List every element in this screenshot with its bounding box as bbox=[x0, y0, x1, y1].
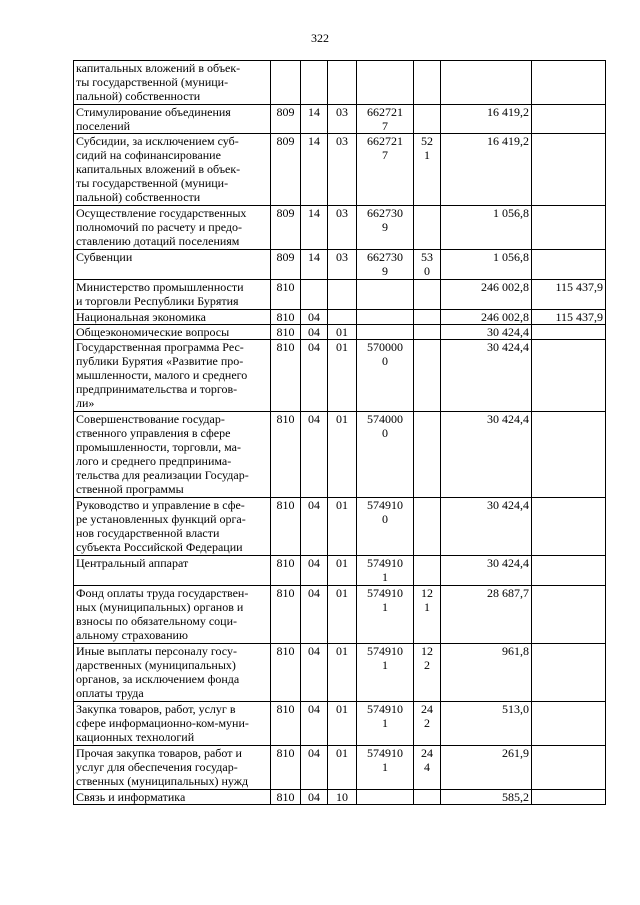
subsection-code-cell: 01 bbox=[328, 498, 357, 556]
table-row bbox=[74, 310, 606, 325]
subsection-code-cell: 03 bbox=[328, 134, 357, 206]
target-article-cell bbox=[357, 61, 414, 105]
row-name-cell: Государственная программа Рес- публики Бурятия «Развитие про- мышленности, малого и среднего предпринимательства и торгов- ли» bbox=[74, 340, 271, 412]
target-article-cell: 574910 1 bbox=[357, 746, 414, 790]
section-code-cell: 04 bbox=[301, 325, 328, 340]
subsection-code-cell: 03 bbox=[328, 206, 357, 250]
subsection-code-cell bbox=[328, 61, 357, 105]
amount-2-cell bbox=[532, 325, 606, 340]
row-name-cell: Фонд оплаты труда государствен- ных (муниципальных) органов и взносы по обязательному соци- альному страхованию bbox=[74, 586, 271, 644]
amount-1-cell bbox=[441, 61, 532, 105]
amount-1-cell: 28 687,7 bbox=[441, 586, 532, 644]
amount-2-cell bbox=[532, 790, 606, 805]
amount-1-cell: 246 002,8 bbox=[441, 310, 532, 325]
table-row bbox=[74, 556, 606, 586]
subsection-code-cell: 01 bbox=[328, 325, 357, 340]
table-row bbox=[74, 105, 606, 134]
table-row bbox=[74, 746, 606, 790]
amount-1-cell: 1 056,8 bbox=[441, 206, 532, 250]
amount-1-cell: 30 424,4 bbox=[441, 412, 532, 498]
expense-type-cell bbox=[414, 498, 441, 556]
row-name-cell: Национальная экономика bbox=[74, 310, 271, 325]
expense-type-cell: 53 0 bbox=[414, 250, 441, 280]
ministry-code-cell bbox=[271, 61, 301, 105]
amount-1-cell: 246 002,8 bbox=[441, 280, 532, 310]
section-code-cell: 04 bbox=[301, 340, 328, 412]
row-name-cell: Общеэкономические вопросы bbox=[74, 325, 271, 340]
section-code-cell: 14 bbox=[301, 206, 328, 250]
table-row bbox=[74, 325, 606, 340]
table-row bbox=[74, 250, 606, 280]
ministry-code-cell: 810 bbox=[271, 556, 301, 586]
ministry-code-cell: 809 bbox=[271, 206, 301, 250]
ministry-code-cell: 810 bbox=[271, 702, 301, 746]
amount-2-cell bbox=[532, 586, 606, 644]
target-article-cell: 574910 1 bbox=[357, 644, 414, 702]
amount-1-cell: 585,2 bbox=[441, 790, 532, 805]
amount-2-cell bbox=[532, 206, 606, 250]
amount-1-cell: 30 424,4 bbox=[441, 325, 532, 340]
table-row bbox=[74, 644, 606, 702]
subsection-code-cell: 10 bbox=[328, 790, 357, 805]
amount-2-cell: 115 437,9 bbox=[532, 310, 606, 325]
row-name-cell: Закупка товаров, работ, услуг в сфере информационно-ком-муни- кационных технологий bbox=[74, 702, 271, 746]
subsection-code-cell: 01 bbox=[328, 746, 357, 790]
target-article-cell: 574000 0 bbox=[357, 412, 414, 498]
ministry-code-cell: 810 bbox=[271, 586, 301, 644]
amount-2-cell bbox=[532, 340, 606, 412]
amount-2-cell bbox=[532, 498, 606, 556]
table-row bbox=[74, 412, 606, 498]
table-row bbox=[74, 340, 606, 412]
subsection-code-cell: 01 bbox=[328, 340, 357, 412]
target-article-cell: 662721 7 bbox=[357, 105, 414, 134]
ministry-code-cell: 810 bbox=[271, 325, 301, 340]
section-code-cell: 04 bbox=[301, 644, 328, 702]
section-code-cell: 04 bbox=[301, 702, 328, 746]
amount-1-cell: 30 424,4 bbox=[441, 556, 532, 586]
ministry-code-cell: 810 bbox=[271, 310, 301, 325]
table-row bbox=[74, 61, 606, 105]
amount-2-cell bbox=[532, 105, 606, 134]
target-article-cell bbox=[357, 310, 414, 325]
section-code-cell: 14 bbox=[301, 105, 328, 134]
target-article-cell: 662730 9 bbox=[357, 250, 414, 280]
expense-type-cell: 24 2 bbox=[414, 702, 441, 746]
amount-2-cell bbox=[532, 134, 606, 206]
ministry-code-cell: 809 bbox=[271, 250, 301, 280]
ministry-code-cell: 810 bbox=[271, 790, 301, 805]
expense-type-cell bbox=[414, 340, 441, 412]
ministry-code-cell: 810 bbox=[271, 412, 301, 498]
expense-type-cell bbox=[414, 310, 441, 325]
target-article-cell: 662730 9 bbox=[357, 206, 414, 250]
expense-type-cell bbox=[414, 412, 441, 498]
target-article-cell bbox=[357, 280, 414, 310]
target-article-cell: 574910 1 bbox=[357, 586, 414, 644]
amount-1-cell: 261,9 bbox=[441, 746, 532, 790]
subsection-code-cell: 03 bbox=[328, 250, 357, 280]
section-code-cell: 04 bbox=[301, 746, 328, 790]
amount-2-cell bbox=[532, 412, 606, 498]
subsection-code-cell: 01 bbox=[328, 644, 357, 702]
row-name-cell: Иные выплаты персоналу госу- дарственных (муниципальных) органов, за исключением фонда оплаты труда bbox=[74, 644, 271, 702]
amount-2-cell bbox=[532, 746, 606, 790]
ministry-code-cell: 809 bbox=[271, 134, 301, 206]
ministry-code-cell: 810 bbox=[271, 340, 301, 412]
target-article-cell: 574910 1 bbox=[357, 702, 414, 746]
amount-1-cell: 513,0 bbox=[441, 702, 532, 746]
amount-1-cell: 16 419,2 bbox=[441, 105, 532, 134]
amount-2-cell bbox=[532, 250, 606, 280]
subsection-code-cell: 01 bbox=[328, 412, 357, 498]
target-article-cell bbox=[357, 790, 414, 805]
expense-type-cell: 52 1 bbox=[414, 134, 441, 206]
table-row bbox=[74, 498, 606, 556]
expense-type-cell bbox=[414, 790, 441, 805]
row-name-cell: Руководство и управление в сфе- ре установленных функций орга- нов государственной власти субъекта Российской Федерации bbox=[74, 498, 271, 556]
amount-2-cell: 115 437,9 bbox=[532, 280, 606, 310]
row-name-cell: Субсидии, за исключением суб- сидий на софинансирование капитальных вложений в объек- ты государственной (муници- пальной) собственности bbox=[74, 134, 271, 206]
page-number: 322 bbox=[311, 31, 329, 45]
target-article-cell: 662721 7 bbox=[357, 134, 414, 206]
expense-type-cell bbox=[414, 206, 441, 250]
section-code-cell: 04 bbox=[301, 412, 328, 498]
section-code-cell: 04 bbox=[301, 556, 328, 586]
row-name-cell: Прочая закупка товаров, работ и услуг для обеспечения государ- ственных (муниципальных) нужд bbox=[74, 746, 271, 790]
section-code-cell: 04 bbox=[301, 790, 328, 805]
amount-2-cell bbox=[532, 556, 606, 586]
expense-type-cell: 12 1 bbox=[414, 586, 441, 644]
subsection-code-cell: 03 bbox=[328, 105, 357, 134]
section-code-cell bbox=[301, 280, 328, 310]
ministry-code-cell: 810 bbox=[271, 280, 301, 310]
ministry-code-cell: 809 bbox=[271, 105, 301, 134]
section-code-cell: 04 bbox=[301, 498, 328, 556]
section-code-cell: 04 bbox=[301, 310, 328, 325]
section-code-cell: 14 bbox=[301, 250, 328, 280]
row-name-cell: Субвенции bbox=[74, 250, 271, 280]
expense-type-cell bbox=[414, 325, 441, 340]
table-row bbox=[74, 206, 606, 250]
expense-type-cell bbox=[414, 105, 441, 134]
ministry-code-cell: 810 bbox=[271, 644, 301, 702]
amount-2-cell bbox=[532, 702, 606, 746]
target-article-cell bbox=[357, 325, 414, 340]
amount-2-cell bbox=[532, 644, 606, 702]
ministry-code-cell: 810 bbox=[271, 746, 301, 790]
subsection-code-cell: 01 bbox=[328, 586, 357, 644]
expense-type-cell: 12 2 bbox=[414, 644, 441, 702]
budget-table bbox=[73, 60, 606, 805]
target-article-cell: 574910 1 bbox=[357, 556, 414, 586]
expense-type-cell bbox=[414, 61, 441, 105]
row-name-cell: Стимулирование объединения поселений bbox=[74, 105, 271, 134]
subsection-code-cell: 01 bbox=[328, 702, 357, 746]
target-article-cell: 574910 0 bbox=[357, 498, 414, 556]
table-row bbox=[74, 790, 606, 805]
amount-1-cell: 30 424,4 bbox=[441, 340, 532, 412]
section-code-cell bbox=[301, 61, 328, 105]
ministry-code-cell: 810 bbox=[271, 498, 301, 556]
row-name-cell: капитальных вложений в объек- ты государственной (муници- пальной) собственности bbox=[74, 61, 271, 105]
subsection-code-cell bbox=[328, 280, 357, 310]
amount-2-cell bbox=[532, 61, 606, 105]
row-name-cell: Центральный аппарат bbox=[74, 556, 271, 586]
row-name-cell: Связь и информатика bbox=[74, 790, 271, 805]
amount-1-cell: 1 056,8 bbox=[441, 250, 532, 280]
row-name-cell: Осуществление государственных полномочий по расчету и предо- ставлению дотаций поселениям bbox=[74, 206, 271, 250]
target-article-cell: 570000 0 bbox=[357, 340, 414, 412]
subsection-code-cell bbox=[328, 310, 357, 325]
table-row bbox=[74, 134, 606, 206]
row-name-cell: Министерство промышленности и торговли Республики Бурятия bbox=[74, 280, 271, 310]
amount-1-cell: 30 424,4 bbox=[441, 498, 532, 556]
table-row bbox=[74, 280, 606, 310]
table-row bbox=[74, 702, 606, 746]
row-name-cell: Совершенствование государ- ственного управления в сфере промышленности, торговли, ма- лого и среднего предпринима- тельства для реализации Государ- ственной программы bbox=[74, 412, 271, 498]
subsection-code-cell: 01 bbox=[328, 556, 357, 586]
expense-type-cell bbox=[414, 280, 441, 310]
amount-1-cell: 961,8 bbox=[441, 644, 532, 702]
amount-1-cell: 16 419,2 bbox=[441, 134, 532, 206]
section-code-cell: 04 bbox=[301, 586, 328, 644]
section-code-cell: 14 bbox=[301, 134, 328, 206]
expense-type-cell bbox=[414, 556, 441, 586]
expense-type-cell: 24 4 bbox=[414, 746, 441, 790]
table-row bbox=[74, 586, 606, 644]
